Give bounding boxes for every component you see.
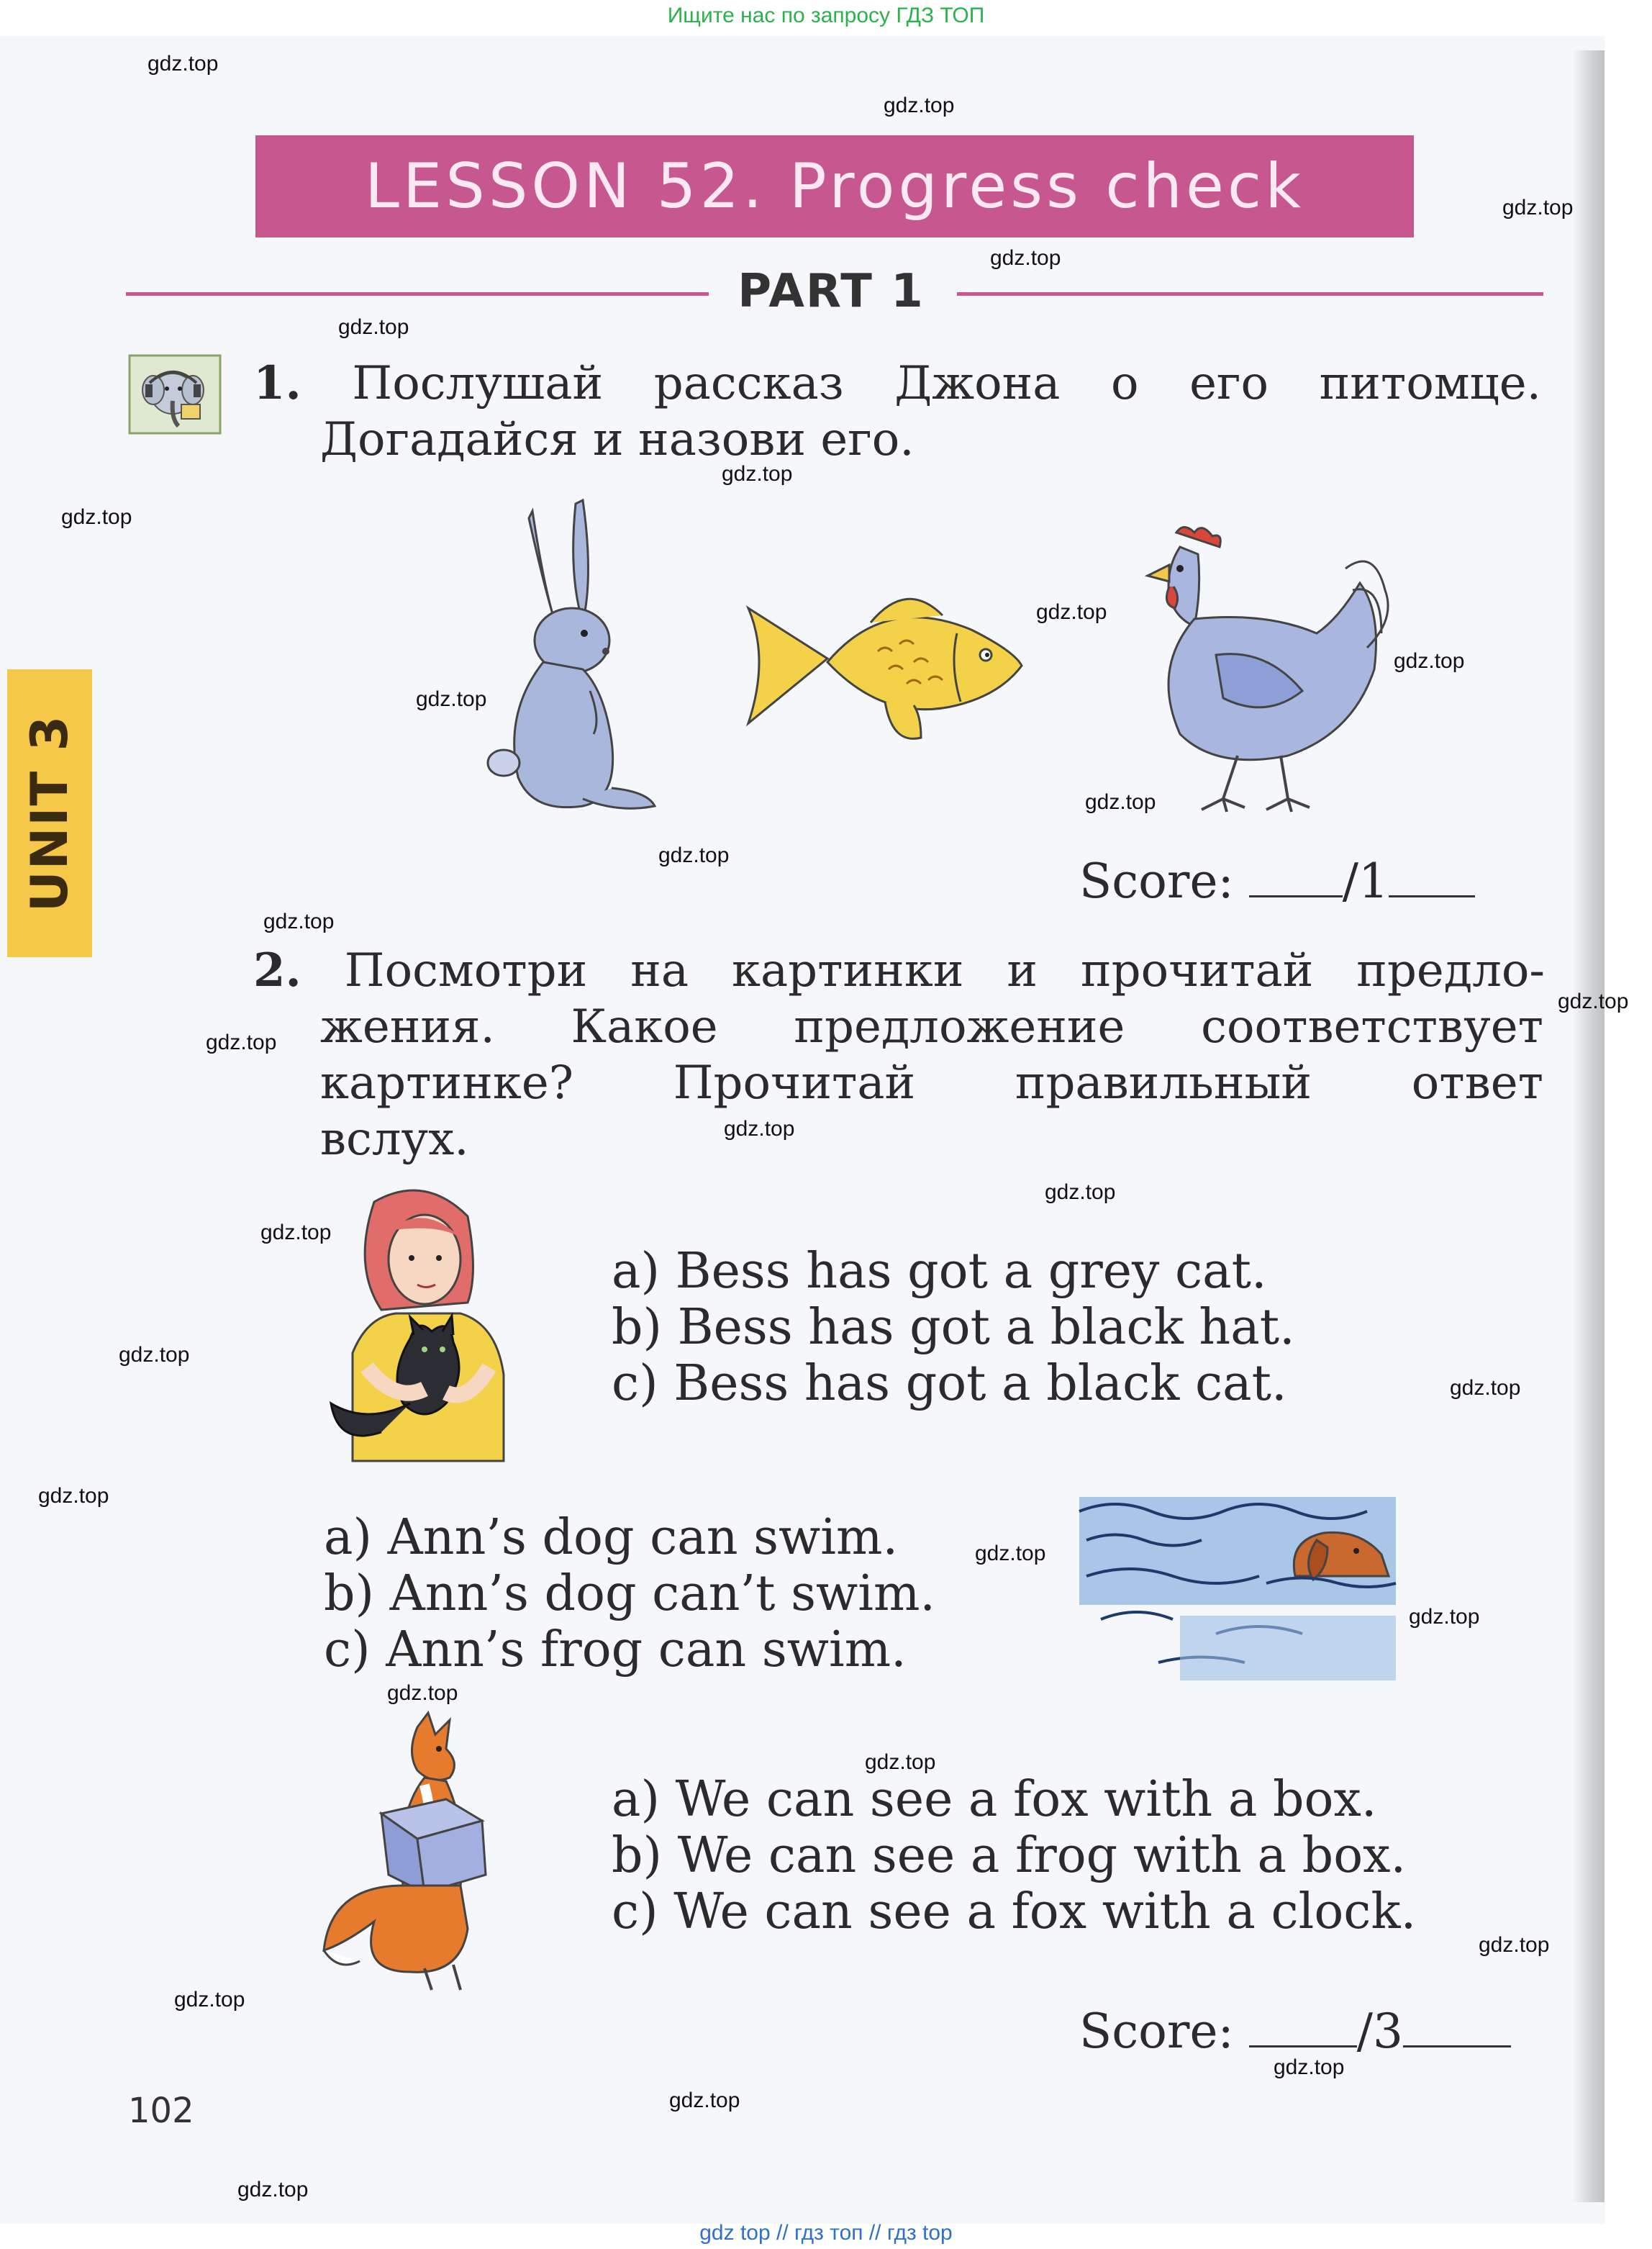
goldfish-illustration — [741, 579, 1029, 752]
watermark: gdz.top — [990, 246, 1061, 270]
task1-line2: Догадайся и назови его. — [320, 413, 914, 466]
task1-line1-text: Послушай рассказ Джона о его питомце. — [352, 357, 1541, 410]
task2-score-blank[interactable] — [1249, 2045, 1357, 2047]
task2-group1-option-b[interactable]: b) Bess has got a black hat. — [612, 1299, 1295, 1356]
task2-group1-option-c[interactable]: c) Bess has got a black cat. — [612, 1355, 1287, 1412]
watermark: gdz.top — [669, 2089, 740, 2112]
task1-number: 1. — [253, 356, 301, 410]
task1-score — [1079, 854, 1475, 909]
watermark: gdz.top — [387, 1681, 458, 1705]
task2-line4: вслух. — [320, 1113, 469, 1166]
fox-with-box-illustration — [317, 1713, 511, 1994]
watermark: gdz.top — [1274, 2055, 1345, 2079]
task2-score-tail — [1403, 2045, 1511, 2047]
watermark: gdz.top — [1394, 649, 1465, 673]
top-banner[interactable]: Ищите нас по запросу ГДЗ ТОП — [667, 4, 985, 27]
watermark: gdz.top — [206, 1031, 277, 1054]
task1-score-label: Score: — [1079, 854, 1234, 909]
watermark: gdz.top — [1085, 790, 1156, 814]
task2-score — [1079, 2004, 1511, 2059]
rabbit-illustration — [475, 497, 662, 828]
page-binding-shadow — [1572, 50, 1605, 2202]
watermark: gdz.top — [1045, 1180, 1116, 1204]
task2-score-label: Score: — [1079, 2004, 1234, 2059]
watermark: gdz.top — [975, 1542, 1046, 1565]
task1-score-blank[interactable] — [1249, 895, 1343, 897]
watermark: gdz.top — [1409, 1605, 1480, 1629]
task2-group3-option-b[interactable]: b) We can see a frog with a box. — [612, 1827, 1407, 1884]
swimming-dog-illustration — [1072, 1490, 1403, 1684]
watermark: gdz.top — [263, 910, 335, 933]
watermark: gdz.top — [865, 1750, 936, 1774]
watermark: gdz.top — [1450, 1376, 1521, 1400]
task2-group2-option-a[interactable]: a) Ann’s dog can swim. — [324, 1509, 899, 1566]
task2-number: 2. — [253, 944, 301, 997]
watermark: gdz.top — [174, 1988, 245, 2012]
watermark: gdz.top — [724, 1117, 795, 1141]
watermark: gdz.top — [1036, 600, 1107, 624]
task2-group1-option-a[interactable]: a) Bess has got a grey cat. — [612, 1243, 1267, 1300]
watermark: gdz.top — [416, 687, 487, 711]
watermark: gdz.top — [260, 1221, 332, 1244]
task1-score-max: /1 — [1342, 854, 1389, 909]
task2-group2-option-c[interactable]: c) Ann’s frog can swim. — [324, 1621, 907, 1678]
task2-line3: картинке? Прочитай правильный ответ — [320, 1056, 1543, 1110]
watermark: gdz.top — [148, 52, 219, 76]
watermark: gdz.top — [1558, 990, 1629, 1013]
part-rule-right — [957, 292, 1543, 296]
listening-elephant-icon — [128, 354, 222, 435]
watermark: gdz.top — [884, 94, 955, 117]
lesson-title: LESSON 52. Progress check — [255, 135, 1414, 237]
unit-tab — [7, 669, 92, 957]
task2-group3-option-c[interactable]: c) We can see a fox with a clock. — [612, 1883, 1417, 1940]
part-rule-left — [126, 292, 709, 296]
unit-tab-label: UNIT 3 — [20, 714, 79, 913]
bottom-banner[interactable]: gdz top // гдз топ // гдз top — [699, 2221, 953, 2245]
watermark: gdz.top — [119, 1343, 190, 1367]
watermark: gdz.top — [658, 843, 730, 867]
task1-score-tail — [1389, 895, 1475, 897]
watermark: gdz.top — [61, 505, 132, 529]
task2-group3-option-a[interactable]: a) We can see a fox with a box. — [612, 1771, 1377, 1828]
task2-line2: жения. Какое предложение соответствует — [320, 1000, 1543, 1054]
watermark: gdz.top — [38, 1484, 109, 1508]
task2-line1 — [253, 943, 1545, 999]
watermark: gdz.top — [722, 462, 793, 486]
watermark: gdz.top — [338, 315, 409, 339]
watermark: gdz.top — [1479, 1933, 1550, 1957]
hen-illustration — [1137, 525, 1396, 813]
watermark: gdz.top — [237, 2178, 309, 2202]
page-number: 102 — [128, 2091, 194, 2131]
task2-group2-option-b[interactable]: b) Ann’s dog can’t swim. — [324, 1565, 936, 1622]
part-title: PART 1 — [738, 265, 925, 318]
task2-score-max: /3 — [1356, 2004, 1403, 2059]
task2-line1-text: Посмотри на картинки и прочитай предло- — [344, 944, 1545, 997]
watermark: gdz.top — [1502, 196, 1574, 220]
girl-with-cat-illustration — [324, 1187, 525, 1468]
task1-line1 — [253, 356, 1541, 412]
